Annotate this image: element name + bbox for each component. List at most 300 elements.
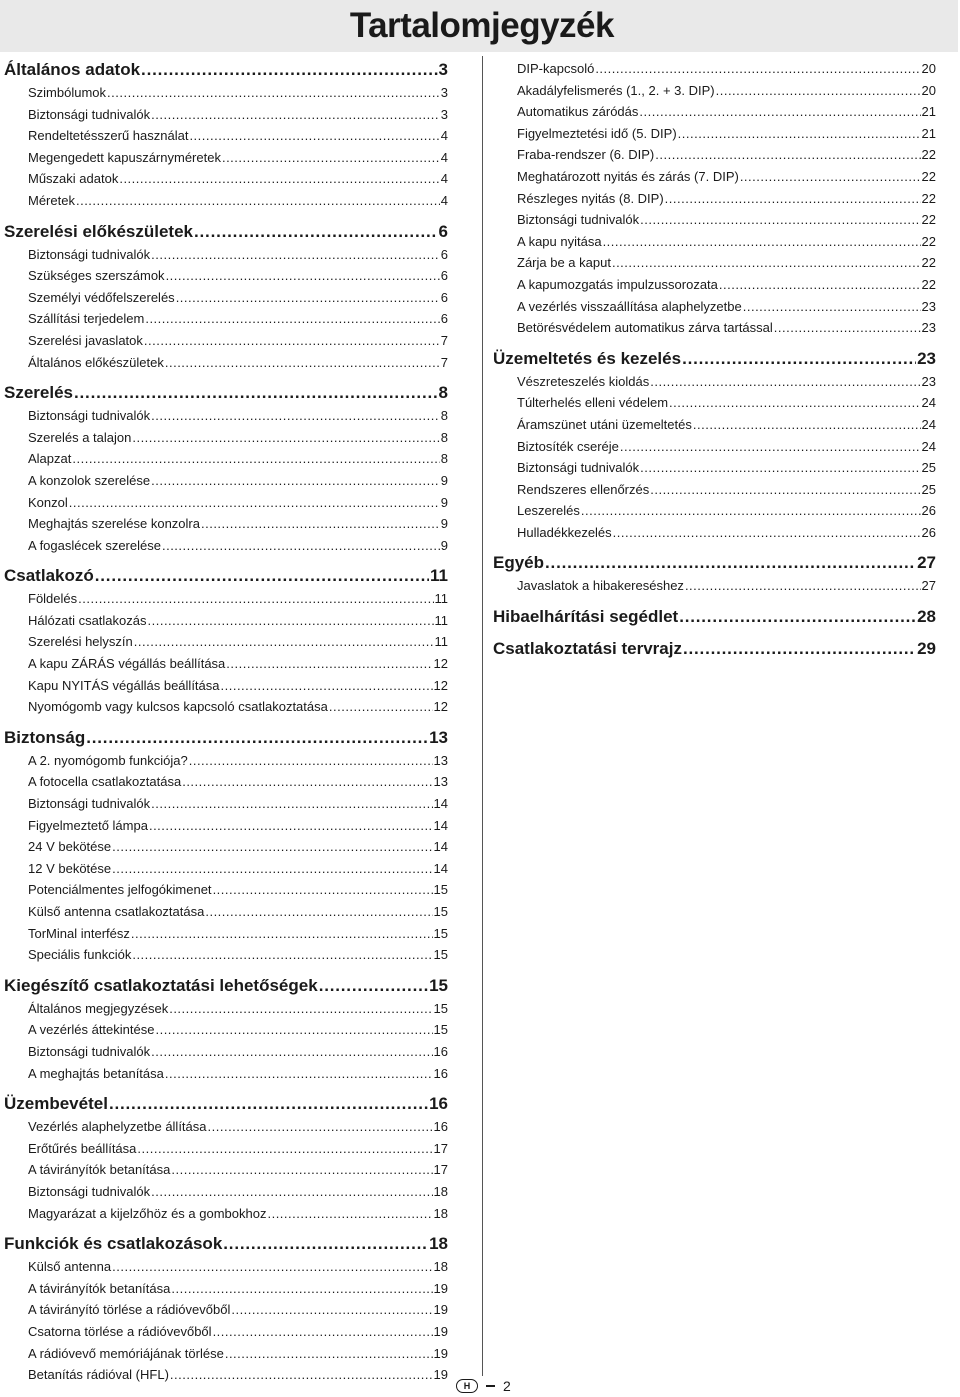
toc-entry[interactable]: [4, 244, 448, 266]
toc-entry-text: Nyomógomb vagy kulcsos kapcsoló csatlakoztatása: [28, 699, 328, 715]
toc-entry-text: Potenciálmentes jelfogókimenet: [28, 882, 212, 898]
toc-entry-text: Hálózati csatlakozás: [28, 612, 147, 628]
toc-entry[interactable]: [493, 209, 936, 231]
toc-leader-dots: [650, 371, 920, 393]
toc-entry-page: 23: [921, 298, 936, 314]
toc-entry[interactable]: [4, 771, 448, 793]
toc-entry-page: 9: [440, 494, 448, 510]
toc-leader-dots: [650, 479, 920, 501]
toc-entry-page: 9: [440, 537, 448, 553]
toc-entry-text: Biztonsági tudnivalók: [28, 106, 151, 122]
toc-heading-text: Szerelés: [4, 383, 73, 403]
toc-leader-dots: [132, 944, 432, 966]
toc-entry-text: 12 V bekötése: [28, 860, 112, 876]
toc-entry-text: Biztonsági tudnivalók: [28, 796, 151, 812]
toc-section: [4, 58, 448, 212]
toc-entry[interactable]: [4, 631, 448, 653]
toc-entry[interactable]: [4, 1019, 448, 1041]
toc-heading-page: 28: [917, 607, 936, 627]
toc-entry[interactable]: [4, 836, 448, 858]
toc-entry[interactable]: [4, 405, 448, 427]
toc-leader-dots: [145, 308, 439, 330]
toc-leader-dots: [95, 564, 429, 588]
toc-entry-text: Vészreteszelés kioldás: [517, 373, 650, 389]
toc-heading-page: 11: [430, 566, 448, 586]
toc-leader-dots: [213, 1321, 433, 1343]
toc-entry-text: A távirányító törlése a rádióvevőből: [28, 1302, 231, 1318]
toc-entry-page: 11: [434, 612, 448, 628]
toc-entry[interactable]: [493, 522, 936, 544]
toc-entry-page: 19: [433, 1302, 448, 1318]
toc-entry-text: Rendeltetésszerű használat: [28, 128, 189, 144]
toc-entry-text: Megengedett kapuszárnyméretek: [28, 149, 221, 165]
toc-heading-text: Általános adatok: [4, 60, 141, 79]
toc-entry-page: 23: [921, 320, 936, 336]
toc-entry-text: Biztonsági tudnivalók: [517, 212, 640, 228]
toc-section: [493, 58, 936, 339]
toc-entry-text: Szerelési javaslatok: [28, 332, 143, 348]
toc-leader-dots: [148, 610, 434, 632]
toc-entry-text: Vezérlés alaphelyzetbe állítása: [28, 1119, 207, 1135]
toc-entry-page: 22: [921, 147, 936, 163]
toc-entry[interactable]: [4, 104, 448, 126]
toc-entry-text: Betörésvédelem automatikus zárva tartással: [517, 320, 773, 336]
toc-entry-text: Szállítási terjedelem: [28, 311, 145, 327]
toc-entry[interactable]: [4, 901, 448, 923]
toc-entry[interactable]: [493, 166, 936, 188]
toc-entry[interactable]: [4, 944, 448, 966]
toc-entry[interactable]: [4, 696, 448, 718]
toc-leader-dots: [743, 296, 921, 318]
toc-leader-dots: [134, 631, 434, 653]
toc-section: [4, 1092, 448, 1224]
toc-heading-text: Kiegészítő csatlakoztatási lehetőségek: [4, 975, 318, 995]
toc-entry-page: 14: [433, 839, 448, 855]
toc-leader-dots: [162, 535, 440, 557]
toc-entry-text: Leszerelés: [517, 503, 580, 519]
toc-entry-page: 12: [433, 699, 448, 715]
toc-section: [493, 637, 936, 661]
toc-entry-text: Biztonsági tudnivalók: [28, 1183, 151, 1199]
toc-entry-page: 7: [440, 354, 448, 370]
toc-heading-page: 6: [438, 221, 448, 241]
toc-entry-page: 8: [440, 451, 448, 467]
toc-entry-page: 23: [921, 373, 936, 389]
toc-entry-text: Zárja be a kaput: [517, 255, 611, 271]
toc-entry-text: Rendszeres ellenőrzés: [517, 481, 650, 497]
toc-entry-page: 13: [433, 774, 448, 790]
toc-entry-text: Áramszünet utáni üzemeltetés: [517, 416, 692, 432]
toc-entry-text: Figyelmeztetési idő (5. DIP): [517, 125, 677, 141]
toc-heading-page: 23: [917, 348, 936, 368]
toc-entry[interactable]: [4, 923, 448, 945]
toc-leader-dots: [208, 1116, 433, 1138]
toc-leader-dots: [665, 188, 921, 210]
toc-entry-text: Túlterhelés elleni védelem: [517, 395, 669, 411]
toc-entry-page: 18: [433, 1259, 448, 1275]
toc-entry-page: 22: [921, 233, 936, 249]
toc-entry-text: Külső antenna: [28, 1259, 112, 1275]
toc-leader-dots: [740, 166, 921, 188]
toc-leader-dots: [151, 244, 440, 266]
toc-entry-page: 24: [921, 438, 936, 454]
toc-entry-text: A kapu ZÁRÁS végállás beállítása: [28, 656, 226, 672]
toc-entry-text: Biztonsági tudnivalók: [28, 408, 151, 424]
toc-entry-text: Biztonsági tudnivalók: [28, 1043, 151, 1059]
toc-section-heading[interactable]: [4, 1232, 448, 1256]
toc-leader-dots: [231, 1299, 432, 1321]
toc-entry-text: Szerelési helyszín: [28, 634, 133, 650]
toc-leader-dots: [137, 1138, 432, 1160]
toc-section: [493, 605, 936, 629]
toc-entry-text: A távirányítók betanítása: [28, 1162, 171, 1178]
toc-leader-dots: [640, 457, 920, 479]
toc-entry[interactable]: [4, 998, 448, 1020]
toc-entry[interactable]: [4, 1116, 448, 1138]
toc-leader-dots: [679, 605, 916, 629]
toc-entry[interactable]: [4, 653, 448, 675]
toc-section: [4, 220, 448, 374]
toc-heading-page: 27: [917, 553, 936, 573]
toc-column-right: [493, 58, 936, 669]
toc-leader-dots: [171, 1278, 432, 1300]
toc-entry[interactable]: [4, 287, 448, 309]
toc-entry[interactable]: [493, 371, 936, 393]
toc-entry-text: A vezérlés áttekintése: [28, 1022, 155, 1038]
toc-leader-dots: [69, 492, 440, 514]
toc-leader-dots: [613, 522, 921, 544]
toc-entry[interactable]: [4, 879, 448, 901]
toc-section: [493, 551, 936, 597]
toc-entry-text: Akadályfelismerés (1., 2. + 3. DIP): [517, 82, 715, 98]
toc-entry[interactable]: [493, 58, 936, 80]
toc-entry-page: 19: [433, 1345, 448, 1361]
toc-entry[interactable]: [4, 1321, 448, 1343]
toc-leader-dots: [545, 551, 916, 575]
toc-entry-page: 11: [434, 634, 448, 650]
toc-entry-page: 24: [921, 395, 936, 411]
toc-entry[interactable]: [493, 188, 936, 210]
toc-entry-page: 14: [433, 860, 448, 876]
toc-entry[interactable]: [493, 231, 936, 253]
toc-entry-page: 12: [433, 677, 448, 693]
toc-entry[interactable]: [4, 793, 448, 815]
toc-entry[interactable]: [493, 101, 936, 123]
toc-entry-page: 16: [433, 1119, 448, 1135]
toc-entry[interactable]: [4, 610, 448, 632]
toc-entry-text: Erőtűrés beállítása: [28, 1140, 137, 1156]
toc-entry-page: 25: [921, 481, 936, 497]
toc-entry-text: Figyelmeztető lámpa: [28, 817, 148, 833]
toc-entry-page: 14: [433, 817, 448, 833]
toc-leader-dots: [221, 675, 433, 697]
toc-entry[interactable]: [4, 1203, 448, 1225]
toc-entry[interactable]: [493, 575, 936, 597]
toc-leader-dots: [151, 793, 432, 815]
toc-leader-dots: [267, 1203, 432, 1225]
toc-leader-dots: [132, 427, 439, 449]
toc-leader-dots: [226, 653, 432, 675]
toc-leader-dots: [655, 144, 920, 166]
toc-entry[interactable]: [4, 190, 448, 212]
toc-entry-page: 8: [440, 429, 448, 445]
toc-section-heading[interactable]: [4, 58, 448, 82]
toc-entry[interactable]: [4, 1063, 448, 1085]
toc-section: [4, 564, 448, 718]
toc-leader-dots: [182, 771, 432, 793]
toc-leader-dots: [170, 1364, 433, 1386]
toc-leader-dots: [225, 1343, 433, 1365]
toc-entry-text: Alapzat: [28, 451, 72, 467]
toc-entry[interactable]: [493, 392, 936, 414]
toc-heading-page: 3: [438, 60, 448, 79]
toc-entry-text: Fraba-rendszer (6. DIP): [517, 147, 655, 163]
toc-leader-dots: [166, 265, 440, 287]
toc-entry-page: 17: [433, 1162, 448, 1178]
toc-entry[interactable]: [4, 470, 448, 492]
toc-entry-page: 16: [433, 1065, 448, 1081]
toc-entry-page: 4: [440, 149, 448, 165]
column-divider: [482, 56, 483, 1376]
toc-leader-dots: [109, 1092, 428, 1116]
toc-section: [4, 381, 448, 556]
toc-leader-dots: [194, 220, 438, 244]
toc-section-heading[interactable]: [4, 381, 448, 405]
toc-leader-dots: [640, 209, 920, 231]
toc-entry-page: 9: [440, 472, 448, 488]
toc-section-heading[interactable]: [4, 1092, 448, 1116]
toc-heading-text: Hibaelhárítási segédlet: [493, 607, 679, 627]
toc-leader-dots: [131, 923, 433, 945]
toc-entry-text: Személyi védőfelszerelés: [28, 289, 175, 305]
toc-leader-dots: [151, 1041, 432, 1063]
toc-leader-dots: [222, 147, 440, 169]
toc-entry[interactable]: [4, 1159, 448, 1181]
toc-entry[interactable]: [4, 815, 448, 837]
toc-section-heading[interactable]: [493, 605, 936, 629]
toc-entry-text: A meghajtás betanítása: [28, 1065, 164, 1081]
toc-heading-text: Biztonság: [4, 727, 86, 747]
toc-entry-page: 15: [433, 904, 448, 919]
toc-leader-dots: [151, 470, 440, 492]
toc-leader-dots: [112, 858, 432, 880]
toc-entry-page: 19: [433, 1367, 448, 1383]
toc-leader-dots: [149, 815, 433, 837]
toc-entry-page: 22: [921, 190, 936, 206]
toc-leader-dots: [319, 974, 428, 998]
toc-entry-text: A 2. nyomógomb funkciója?: [28, 752, 188, 768]
toc-entry-page: 14: [433, 796, 448, 812]
toc-entry-text: Részleges nyitás (8. DIP): [517, 190, 664, 206]
toc-section-heading[interactable]: [493, 551, 936, 575]
toc-leader-dots: [151, 1181, 432, 1203]
toc-entry-page: 15: [433, 1000, 448, 1016]
toc-entry[interactable]: [4, 1041, 448, 1063]
toc-entry-page: 15: [433, 925, 448, 941]
toc-entry-page: 19: [433, 1323, 448, 1339]
toc-heading-text: Üzemeltetés és kezelés: [493, 348, 682, 368]
toc-section-heading[interactable]: [493, 347, 936, 371]
toc-entry[interactable]: [4, 513, 448, 535]
toc-entry-page: 7: [440, 332, 448, 348]
toc-entry-page: 17: [433, 1140, 448, 1156]
toc-entry-page: 3: [440, 106, 448, 122]
toc-section-heading[interactable]: [4, 564, 448, 588]
toc-entry-page: 15: [433, 947, 448, 963]
toc-entry-text: Meghajtás szerelése konzolra: [28, 516, 200, 532]
toc-entry[interactable]: [4, 750, 448, 772]
toc-entry-text: A rádióvevő memóriájának törlése: [28, 1345, 224, 1361]
toc-entry-page: 4: [440, 171, 448, 187]
toc-entry[interactable]: [4, 1364, 448, 1386]
toc-entry[interactable]: [4, 1181, 448, 1203]
toc-leader-dots: [112, 836, 432, 858]
toc-entry[interactable]: [493, 296, 936, 318]
toc-entry-page: 19: [433, 1280, 448, 1296]
toc-entry-text: Biztosíték cseréje: [517, 438, 619, 454]
toc-entry-text: A kapu nyitása: [517, 233, 602, 249]
toc-entry-text: Kapu NYITÁS végállás beállítása: [28, 677, 220, 693]
toc-leader-dots: [189, 125, 439, 147]
toc-leader-dots: [112, 1256, 432, 1278]
toc-entry[interactable]: [4, 492, 448, 514]
toc-entry[interactable]: [493, 479, 936, 501]
toc-entry[interactable]: [4, 588, 448, 610]
toc-leader-dots: [165, 1063, 433, 1085]
toc-entry-page: 18: [433, 1205, 448, 1221]
toc-entry-text: Automatikus záródás: [517, 104, 639, 120]
toc-entry-text: TorMinal interfész: [28, 925, 130, 941]
toc-column-left: [4, 58, 448, 1394]
toc-entry-page: 20: [921, 61, 936, 76]
toc-leader-dots: [151, 405, 440, 427]
toc-entry[interactable]: [493, 457, 936, 479]
toc-entry[interactable]: [4, 1343, 448, 1365]
toc-entry[interactable]: [4, 168, 448, 190]
toc-entry-page: 22: [921, 255, 936, 271]
toc-entry-page: 15: [433, 882, 448, 898]
toc-entry[interactable]: [4, 352, 448, 374]
toc-heading-text: Csatlakoztatási tervrajz: [493, 639, 682, 659]
toc-leader-dots: [683, 637, 916, 661]
toc-entry-page: 20: [921, 82, 936, 98]
toc-leader-dots: [171, 1159, 432, 1181]
toc-leader-dots: [189, 750, 433, 772]
toc-entry[interactable]: [493, 252, 936, 274]
toc-entry[interactable]: [493, 500, 936, 522]
toc-heading-page: 15: [429, 975, 448, 995]
toc-leader-dots: [141, 58, 437, 82]
toc-section-heading[interactable]: [4, 220, 448, 244]
toc-entry-page: 8: [440, 408, 448, 424]
toc-entry-text: Műszaki adatok: [28, 171, 119, 187]
toc-leader-dots: [612, 252, 921, 274]
toc-section-heading[interactable]: [493, 637, 936, 661]
toc-entry-page: 9: [440, 516, 448, 532]
toc-entry[interactable]: [4, 675, 448, 697]
toc-leader-dots: [581, 500, 921, 522]
toc-entry-page: 22: [921, 276, 936, 292]
toc-heading-text: Csatlakozó: [4, 566, 94, 586]
toc-entry[interactable]: [493, 317, 936, 339]
toc-leader-dots: [205, 901, 432, 923]
toc-leader-dots: [774, 317, 921, 339]
toc-entry[interactable]: [493, 414, 936, 436]
toc-leader-dots: [669, 392, 921, 414]
toc-entry-text: Csatorna törlése a rádióvevőből: [28, 1323, 212, 1339]
toc-entry[interactable]: [493, 144, 936, 166]
toc-section-heading[interactable]: [4, 726, 448, 750]
toc-entry-page: 11: [434, 591, 448, 607]
toc-entry[interactable]: [4, 448, 448, 470]
toc-leader-dots: [329, 696, 433, 718]
toc-leader-dots: [72, 448, 439, 470]
toc-section-heading[interactable]: [4, 974, 448, 998]
toc-entry[interactable]: [4, 1278, 448, 1300]
toc-entry[interactable]: [4, 125, 448, 147]
toc-entry[interactable]: [4, 535, 448, 557]
toc-entry-text: Földelés: [28, 591, 78, 607]
toc-entry[interactable]: [4, 1256, 448, 1278]
toc-entry[interactable]: [4, 1138, 448, 1160]
toc-entry-text: Konzol: [28, 494, 68, 510]
toc-entry[interactable]: [493, 123, 936, 145]
toc-entry-page: 22: [921, 212, 936, 228]
toc-entry-text: Speciális funkciók: [28, 947, 132, 963]
toc-entry-page: 22: [921, 168, 936, 184]
toc-entry-text: A konzolok szerelése: [28, 472, 151, 488]
toc-entry[interactable]: [493, 274, 936, 296]
toc-section: [4, 1232, 448, 1386]
toc-entry[interactable]: [4, 427, 448, 449]
toc-entry-text: 24 V bekötése: [28, 839, 112, 855]
toc-leader-dots: [201, 513, 440, 535]
toc-entry[interactable]: [493, 436, 936, 458]
toc-heading-page: 16: [429, 1094, 448, 1114]
toc-heading-page: 13: [429, 727, 448, 747]
toc-leader-dots: [155, 1019, 432, 1041]
toc-entry-text: Általános előkészületek: [28, 354, 164, 370]
toc-entry[interactable]: [4, 858, 448, 880]
toc-section: [4, 974, 448, 1084]
toc-leader-dots: [719, 274, 921, 296]
toc-section: [493, 347, 936, 544]
toc-entry-text: A vezérlés visszaállítása alaphelyzetbe: [517, 298, 742, 314]
toc-entry[interactable]: [4, 308, 448, 330]
footer-dash: [486, 1385, 495, 1386]
toc-entry-text: Magyarázat a kijelzőhöz és a gombokhoz: [28, 1205, 267, 1221]
toc-entry[interactable]: [4, 330, 448, 352]
toc-entry-page: 24: [921, 416, 936, 432]
toc-entry[interactable]: [4, 1299, 448, 1321]
toc-entry-page: 26: [921, 503, 936, 519]
toc-leader-dots: [693, 414, 921, 436]
toc-entry-text: DIP-kapcsoló: [517, 61, 595, 76]
toc-leader-dots: [74, 381, 438, 405]
toc-entry-text: Szerelés a talajon: [28, 429, 132, 445]
toc-entry-page: 16: [433, 1043, 448, 1059]
toc-heading-text: Funkciók és csatlakozások: [4, 1234, 223, 1254]
toc-entry[interactable]: [493, 80, 936, 102]
toc-entry-page: 18: [433, 1183, 448, 1199]
page-footer: [456, 1378, 511, 1394]
toc-leader-dots: [86, 726, 428, 750]
toc-leader-dots: [595, 58, 920, 80]
toc-entry[interactable]: [4, 82, 448, 104]
toc-entry[interactable]: [4, 147, 448, 169]
toc-leader-dots: [107, 82, 440, 104]
toc-entry[interactable]: [4, 265, 448, 287]
